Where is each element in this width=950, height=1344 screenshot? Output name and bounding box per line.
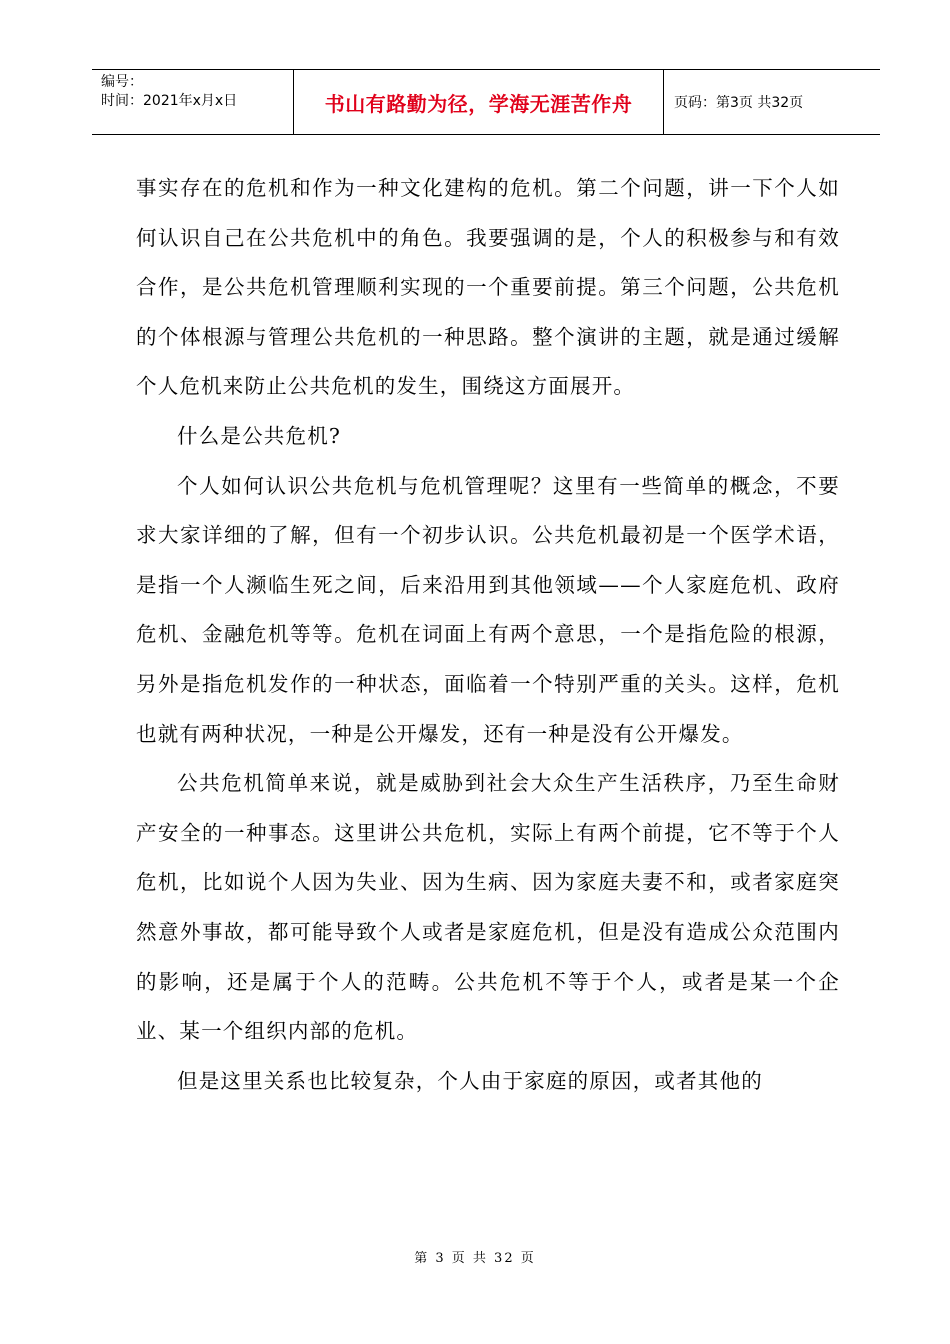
- body-paragraph: 事实存在的危机和作为一种文化建构的危机。第二个问题，讲一下个人如何认识自己在公共危机中的角色。我要强调的是，个人的积极参与和有效合作，是公共危机管理顺利实现的一个重要前提。第三个问题，公共危机的个体根源与管理公共危机的一种思路。整个演讲的主题，就是通过缓解个人危机来防止公共危机的发生，围绕这方面展开。: [136, 176, 840, 399]
- body-paragraph: 个人如何认识公共危机与危机管理呢？这里有一些简单的概念，不要求大家详细的了解，但有一个初步认识。公共危机最初是一个医学术语，是指一个人濒临生死之间，后来沿用到其他领域——个人家庭危机、政府危机、金融危机等等。危机在词面上有两个意思，一个是指危险的根源，另外是指危机发作的一种状态，面临着一个特别严重的关头。这样，危机也就有两种状况，一种是公开爆发，还有一种是没有公开爆发。: [136, 473, 840, 746]
- body-paragraph: 但是这里关系也比较复杂，个人由于家庭的原因，或者其他的: [177, 1068, 763, 1093]
- document-time-label: 时间：2021年x月x日: [101, 93, 238, 109]
- header-motto: 书山有路勤为径，学海无涯苦作舟: [293, 70, 664, 134]
- body-paragraph: 公共危机简单来说，就是威胁到社会大众生产生活秩序，乃至生命财产安全的一种事态。这里讲公共危机，实际上有两个前提，它不等于个人危机，比如说个人因为失业、因为生病、因为家庭夫妻不和，或者家庭突然意外事故，都可能导致个人或者是家庭危机，但是没有造成公众范围内的影响，还是属于个人的范畴。公共危机不等于个人，或者是某一个企业、某一个组织内部的危机。: [136, 771, 840, 1044]
- section-heading: 什么是公共危机?: [177, 423, 342, 448]
- page-header: [92, 69, 880, 135]
- document-code-label: 编号：: [101, 74, 143, 90]
- header-page-info: 页码：第3页 共32页: [674, 95, 804, 111]
- page-footer: 第 3 页 共 32 页: [414, 1251, 536, 1266]
- document-body: [136, 164, 840, 1106]
- header-meta: [92, 70, 293, 134]
